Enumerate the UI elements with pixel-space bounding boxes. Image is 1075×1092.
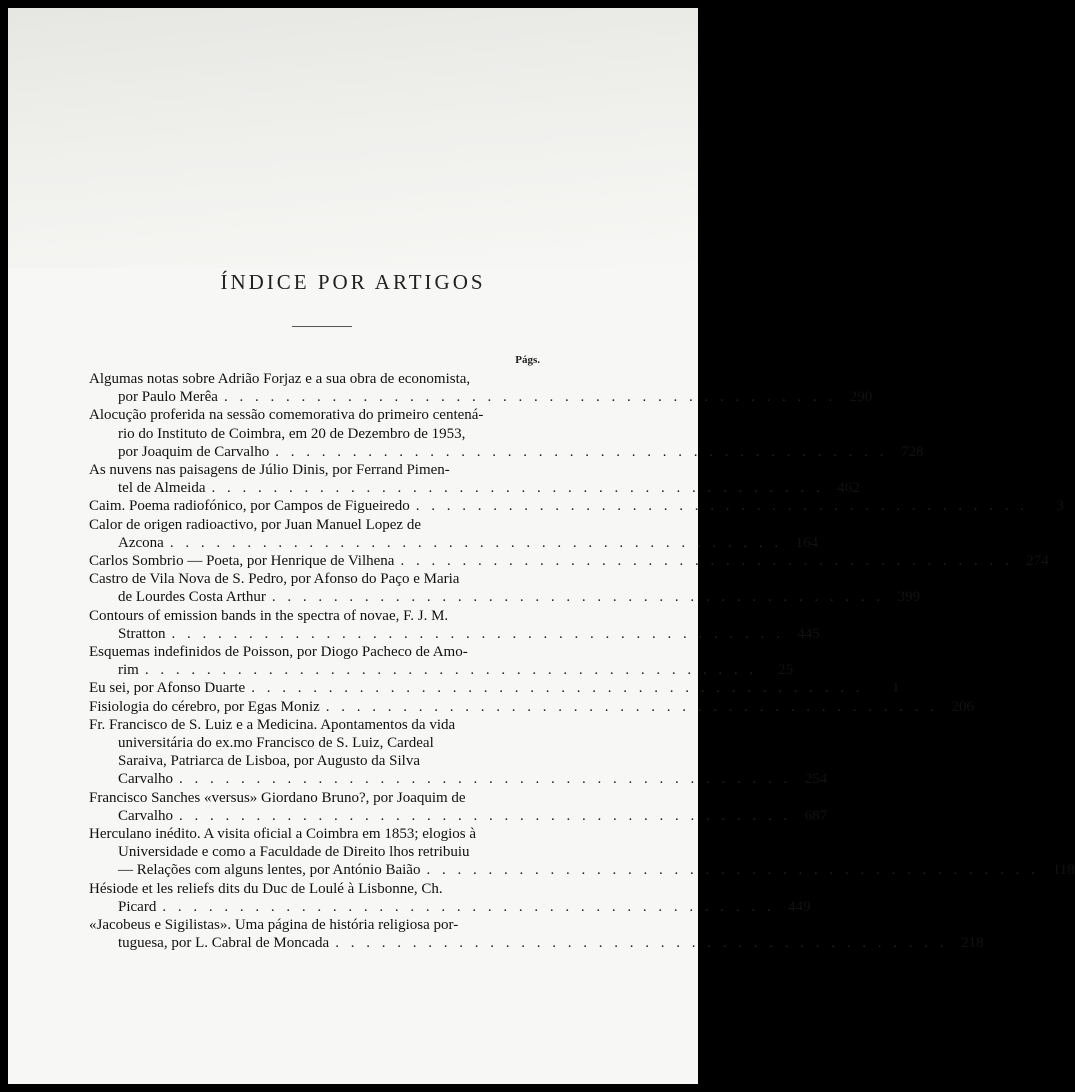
toc-entry-last-line [89,807,828,825]
toc-entry-text: Carvalho [118,807,173,824]
toc-entry-line: Algumas notas sobre Adrião Forjaz e a sua obra de economista, [89,371,471,387]
page-number: 118 [1052,862,1075,879]
page-number: 290 [849,389,873,406]
dot-leader: . . . . . . . . . . . . . . . . . . . . . . . . . . . . . . . . . . . . . . . . [178,807,792,824]
toc-entry-text: tel de Almeida [118,480,206,497]
toc-entry [89,516,819,552]
toc-entry-last-line [89,770,828,788]
toc-entry-last-line [89,934,984,952]
toc-entry-line: Esquemas indefinidos de Poisson, por Diogo Pacheco de Amo- [89,644,468,661]
toc-entry-last-line [89,679,900,697]
book-page [8,8,1075,1084]
page-number: 206 [951,698,975,715]
dot-leader: . . . . . . . . . . . . . . . . . . . . . . . . . . . . . . . . . . . . . . . . [144,662,758,679]
toc-entry-line: Universidade e como a Faculdade de Direito lhos retribuiu [118,844,470,861]
toc-entry-text: rim [118,662,139,679]
toc-entry [89,552,1049,570]
toc-entry [89,497,1065,515]
toc-entry [89,825,1075,880]
toc-entry-last-line [89,443,924,461]
page-number: 3 [1056,498,1065,515]
toc-entry [89,716,828,789]
page-number: 164 [795,534,819,551]
toc-entry-text: Stratton [118,625,166,642]
dot-leader: . . . . . . . . . . . . . . . . . . . . . . . . . . . . . . . . . . . . . . . . [178,771,792,788]
toc-entry-text: Caim. Poema radiofónico, por Campos de Figueiredo [89,498,410,515]
toc-entry-text: por Joaquim de Carvalho [118,443,270,460]
page-number: 254 [804,771,828,788]
toc-entry-line: Herculano inédito. A visita oficial a Coimbra em 1853; elogios à [89,826,476,843]
toc-entry-text: por Paulo Merêa [118,389,218,406]
page-number: 687 [804,807,828,824]
toc-entry-line: Alocução proferida na sessão comemorativa do primeiro centená- [89,407,484,424]
toc-entry [89,370,873,406]
toc-entry-last-line [89,898,811,916]
toc-entry-line: Saraiva, Patriarca de Lisboa, por Augusto da Silva [118,753,421,770]
toc-entry-last-line [89,388,873,406]
dot-leader: . . . . . . . . . . . . . . . . . . . . . . . . . . . . . . . . . . . . . . . . [211,480,824,497]
toc-entry-text: — Relações com alguns lentes, por António Baião [118,862,421,879]
toc-entry-text: Carvalho [118,771,173,788]
toc-entry-text: tuguesa, por L. Cabral de Moncada [118,935,330,952]
toc-entry-line: Hésiode et les reliefs dits du Duc de Loulé à Lisbonne, Ch. [89,880,443,897]
toc-entry-line: Contours of emission bands in the spectra of novae, F. J. M. [89,607,449,624]
dot-leader: . . . . . . . . . . . . . . . . . . . . . . . . . . . . . . . . . . . . . . . . [335,935,948,952]
title-rule [292,326,352,327]
page-number: 218 [960,935,984,952]
page-number: 399 [897,589,921,606]
page-number: 25 [778,662,794,679]
page-number: 462 [837,480,860,497]
toc-entry-text: Azcona [118,534,164,551]
toc-entry [89,679,900,697]
dot-leader: . . . . . . . . . . . . . . . . . . . . . . . . . . . . . . . . . . . . . . . . [426,862,1039,879]
toc-entry [89,698,975,716]
toc-entry [89,406,924,461]
toc-entry-line: rio do Instituto de Coimbra, em 20 de Dezembro de 1953, [118,425,466,442]
toc-entry [89,880,811,916]
dot-leader: . . . . . . . . . . . . . . . . . . . . . . . . . . . . . . . . . . . . . . . . [325,698,939,715]
page-number: 274 [1026,553,1049,570]
toc-entry-last-line [89,861,1075,879]
toc-entry-line: Francisco Sanches «versus» Giordano Bruno?, por Joaquim de [89,789,466,806]
toc-entry-last-line [89,552,1049,570]
page-number: 728 [900,443,924,460]
toc-entry-line: universitária do ex.mo Francisco de S. Luiz, Cardeal [118,735,434,752]
toc-entry [89,789,828,825]
toc-entry-last-line [89,625,820,643]
toc-entry-line: As nuvens nas paisagens de Júlio Dinis, por Ferrand Pimen- [89,462,450,479]
toc-entry-text: Fisiologia do cérebro, por Egas Moniz [89,698,320,715]
pages-column-label: Págs. [515,354,540,366]
dot-leader: . . . . . . . . . . . . . . . . . . . . . . . . . . . . . . . . . . . . . . . . [400,553,1013,570]
table-of-contents [89,370,1075,953]
toc-entry-last-line [89,479,860,497]
page-number: 1 [891,680,900,697]
toc-entry-line: Castro de Vila Nova de S. Pedro, por Afonso do Paço e Maria [89,571,460,588]
toc-entry [89,916,984,952]
toc-entry-line: «Jacobeus e Sigilistas». Uma página de história religiosa por- [89,917,459,934]
page-number: 445 [797,625,820,642]
toc-entry [89,643,794,679]
dot-leader: . . . . . . . . . . . . . . . . . . . . . . . . . . . . . . . . . . . . . . . . [171,625,784,642]
toc-entry-last-line [89,588,921,606]
toc-entry-text: Picard [118,898,157,915]
page-shading [8,8,698,268]
toc-entry-line: Calor de origen radioactivo, por Juan Manuel Lopez de [89,516,421,533]
toc-entry-last-line [89,698,975,716]
toc-entry-text: Carlos Sombrio — Poeta, por Henrique de Vilhena [89,553,395,570]
toc-entry-last-line [89,497,1065,515]
dot-leader: . . . . . . . . . . . . . . . . . . . . . . . . . . . . . . . . . . . . . . . . [169,534,783,551]
toc-entry-line: Fr. Francisco de S. Luiz e a Medicina. Apontamentos da vida [89,716,456,733]
dot-leader: . . . . . . . . . . . . . . . . . . . . . . . . . . . . . . . . . . . . . . . . [162,898,775,915]
dot-leader: . . . . . . . . . . . . . . . . . . . . . . . . . . . . . . . . . . . . . . . . [251,680,864,697]
dot-leader: . . . . . . . . . . . . . . . . . . . . . . . . . . . . . . . . . . . . . . . . [223,389,837,406]
toc-entry-last-line [89,661,794,679]
dot-leader: . . . . . . . . . . . . . . . . . . . . . . . . . . . . . . . . . . . . . . . . [275,443,888,460]
toc-entry [89,570,921,606]
toc-entry-text: Eu sei, por Afonso Duarte [89,680,246,697]
page-number: 449 [788,898,811,915]
toc-entry [89,461,860,497]
dot-leader: . . . . . . . . . . . . . . . . . . . . . . . . . . . . . . . . . . . . . . . . [415,498,1029,515]
toc-entry-text: de Lourdes Costa Arthur [118,589,266,606]
page-title: ÍNDICE POR ARTIGOS [220,270,486,294]
toc-entry-last-line [89,534,819,552]
dot-leader: . . . . . . . . . . . . . . . . . . . . . . . . . . . . . . . . . . . . . . . . [271,589,885,606]
toc-entry [89,607,820,643]
